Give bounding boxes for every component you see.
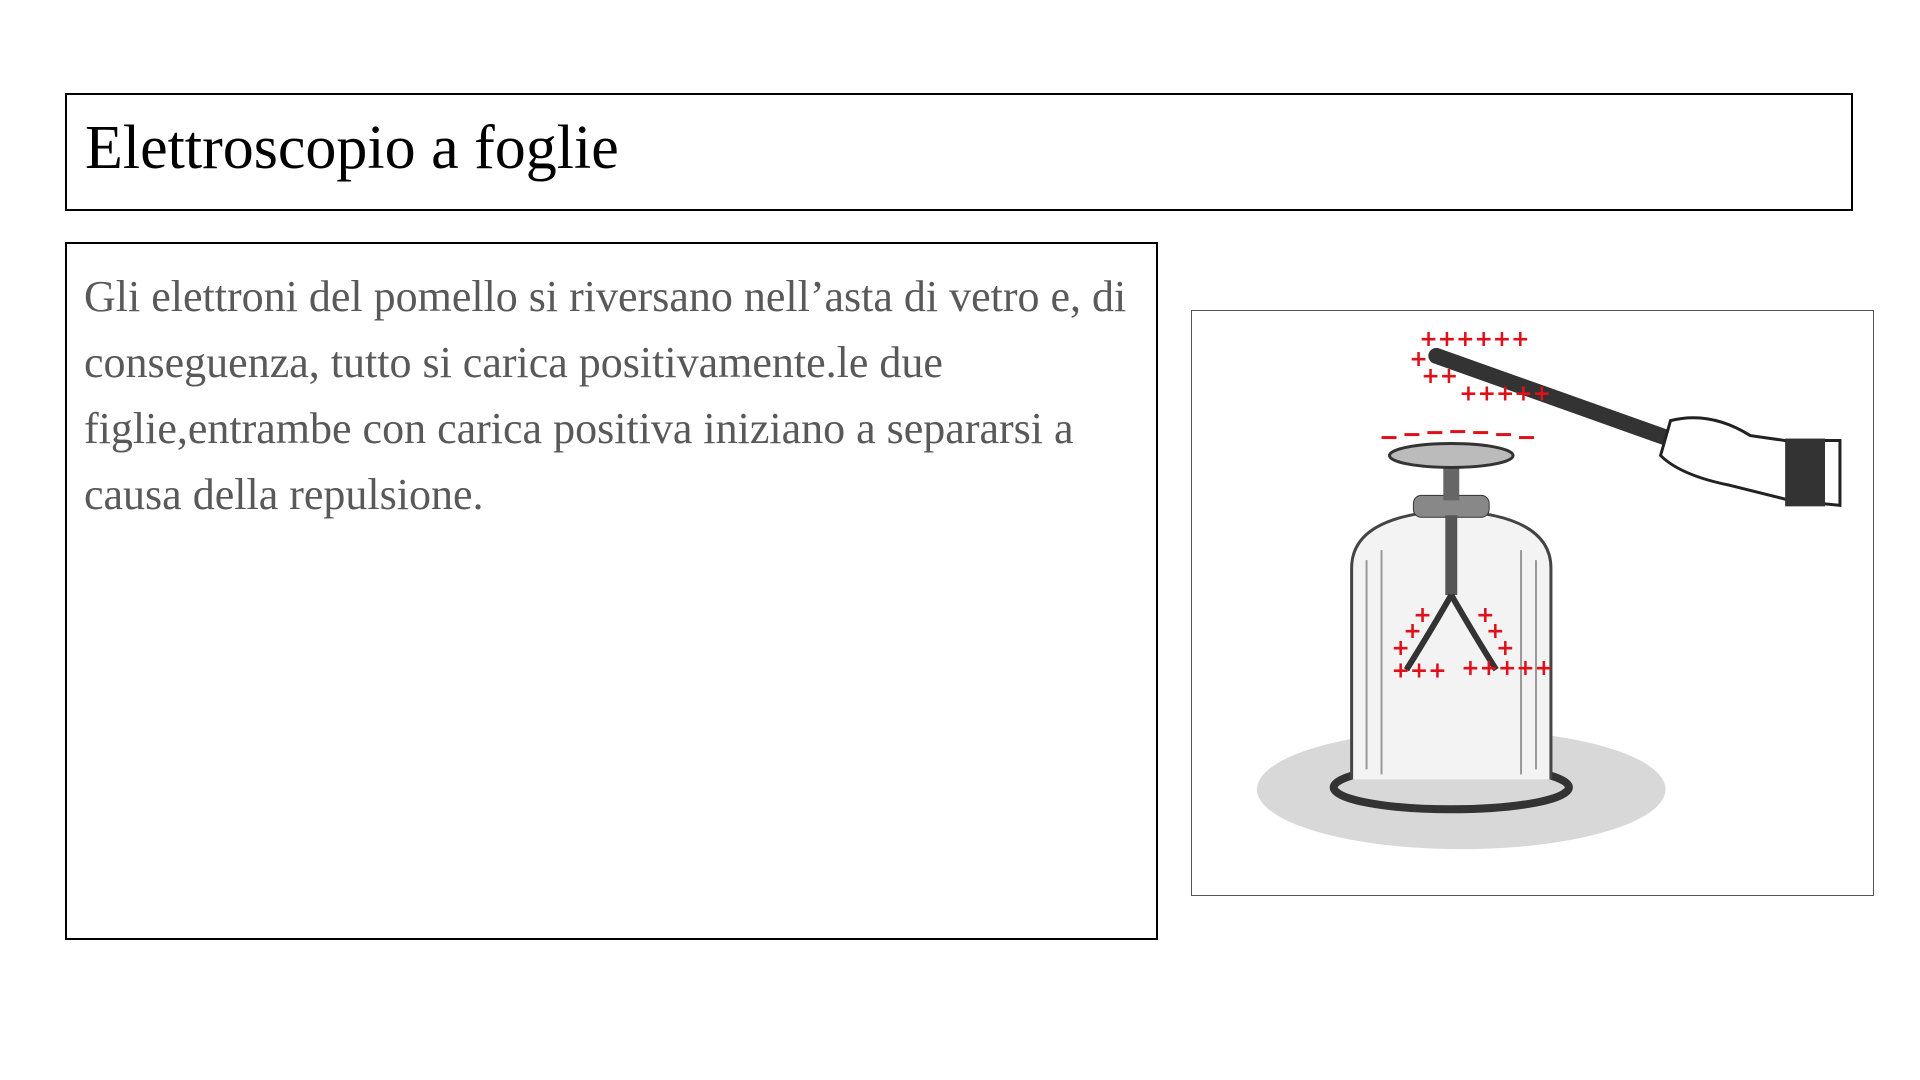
svg-text:+: + [1413, 602, 1432, 628]
inner-rod [1445, 515, 1457, 595]
electroscope-image [1192, 311, 1873, 895]
body-text: Gli elettroni del pomello si riversano nell’asta di vetro e, di conseguenza, tutto si carica positivamente.le due figlie,entrambe con carica positiva iniziano a separarsi a causa della repulsione. [84, 272, 1127, 519]
content-box [65, 242, 1158, 940]
title-box [65, 93, 1853, 211]
knob-plate [1389, 444, 1513, 468]
electroscope-illustration [1191, 310, 1874, 896]
negative-charges [1382, 432, 1534, 438]
svg-text:+: + [1486, 618, 1505, 644]
cuff [1785, 439, 1825, 507]
svg-text:+++++: +++++ [1461, 655, 1554, 681]
slide-title: Elettroscopio a foglie [85, 114, 619, 182]
svg-text:+: + [1476, 602, 1495, 628]
svg-text:++++++: ++++++ [1419, 326, 1530, 352]
svg-text:+: + [1391, 635, 1410, 661]
svg-text:+: + [1496, 635, 1515, 661]
svg-text:+++++: +++++ [1459, 381, 1552, 407]
svg-text:+++: +++ [1391, 658, 1447, 684]
svg-text:++: ++ [1421, 363, 1459, 389]
svg-text:+: + [1403, 618, 1422, 644]
svg-text:+: + [1409, 346, 1428, 372]
